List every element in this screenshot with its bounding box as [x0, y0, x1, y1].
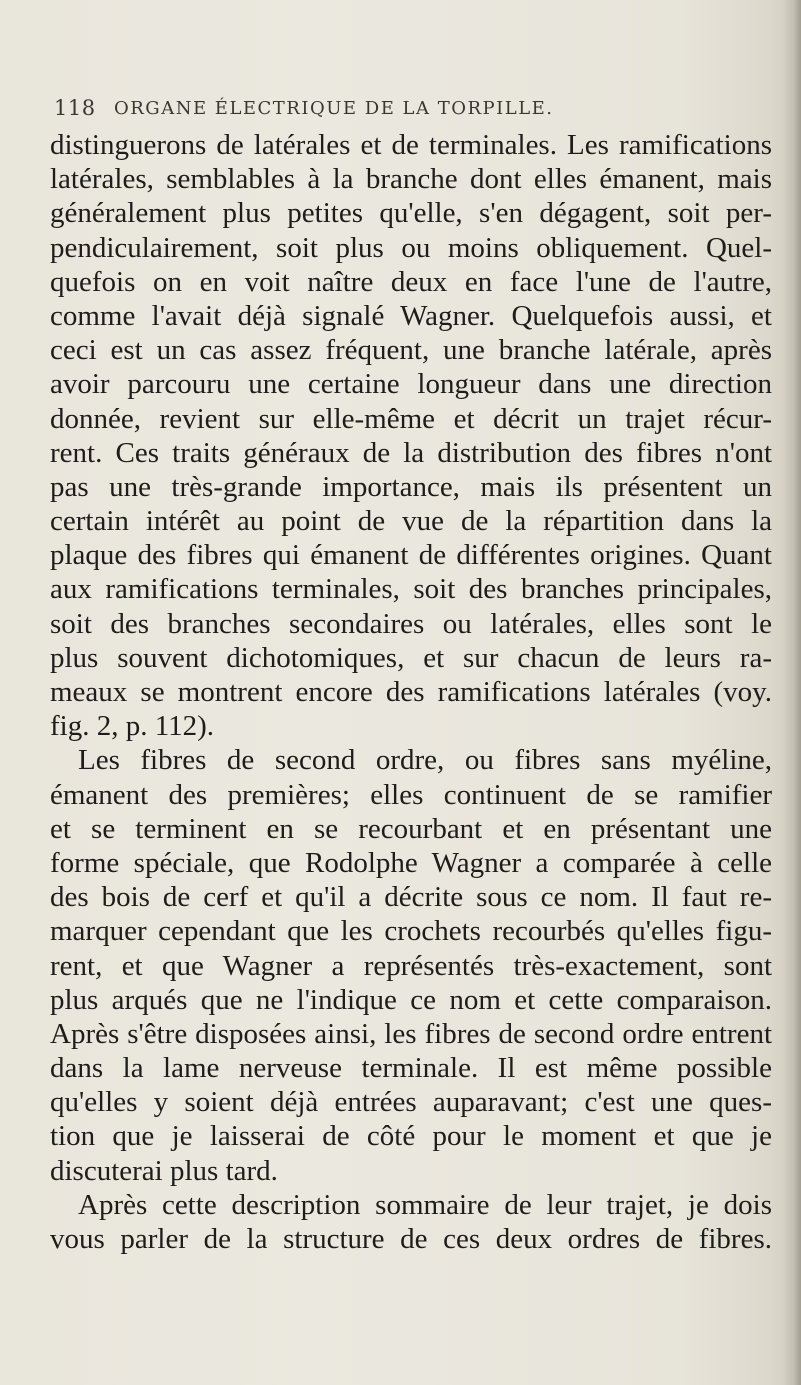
text-line-16: plus souvent dichotomiques, et sur chacun de leurs ra- — [50, 641, 772, 674]
text-line-10: rent. Ces traits généraux de la distribution des fibres n'ont — [50, 436, 772, 469]
text-line-18: fig. 2, p. 112). — [50, 710, 215, 743]
running-title: ORGANE ÉLECTRIQUE DE LA TORPILLE. — [114, 98, 554, 119]
text-line-31: discuterai plus tard. — [50, 1154, 278, 1187]
text-line-2: latérales, semblables à la branche dont elles émanent, mais — [50, 163, 772, 196]
text-line-11: pas une très-grande importance, mais ils présentent un — [50, 470, 772, 503]
text-line-15: soit des branches secondaires ou latérales, elles sont le — [50, 607, 772, 640]
text-line-1: distinguerons de latérales et de terminales. Les ramifications — [50, 129, 772, 161]
text-line-27: Après s'être disposées ainsi, les fibres de second ordre entrent — [50, 1017, 772, 1050]
text-line-24: marquer cependant que les crochets recourbés qu'elles figu- — [50, 915, 772, 948]
text-line-3: généralement plus petites qu'elle, s'en dégagent, soit per- — [50, 197, 772, 230]
text-line-25: rent, et que Wagner a représentés très-exactement, sont — [50, 949, 772, 982]
text-line-9: donnée, revient sur elle-même et décrit un trajet récur- — [50, 402, 772, 435]
text-line-20: émanent des premières; elles continuent de se ramifier — [50, 778, 772, 811]
text-line-14: aux ramifications terminales, soit des branches principales, — [50, 573, 772, 606]
text-line-17: meaux se montrent encore des ramifications latérales (voy. — [50, 676, 772, 708]
page-number: 118 — [54, 96, 96, 120]
text-line-32: Après cette description sommaire de leur trajet, je dois — [78, 1188, 772, 1221]
text-line-22: forme spéciale, que Rodolphe Wagner a comparée à celle — [50, 846, 772, 879]
text-line-7: ceci est un cas assez fréquent, une branche latérale, après — [50, 334, 772, 367]
text-line-33: vous parler de la structure de ces deux ordres de fibres. — [50, 1223, 772, 1255]
text-line-28: dans la lame nerveuse terminale. Il est même possible — [50, 1052, 772, 1085]
text-line-8: avoir parcouru une certaine longueur dans une direction — [50, 368, 772, 401]
text-line-13: plaque des fibres qui émanent de différentes origines. Quant — [50, 539, 772, 572]
running-head — [54, 94, 754, 124]
text-line-29: qu'elles y soient déjà entrées auparavant; c'est une ques- — [50, 1086, 772, 1119]
text-line-19: Les fibres de second ordre, ou fibres sans myéline, — [78, 744, 772, 777]
page-edge-shadow — [783, 0, 801, 1385]
text-line-4: pendiculairement, soit plus ou moins obliquement. Quel- — [50, 231, 772, 264]
text-line-6: comme l'avait déjà signalé Wagner. Quelquefois aussi, et — [50, 299, 772, 332]
body-text — [50, 128, 772, 1256]
text-line-12: certain intérêt au point de vue de la répartition dans la — [50, 505, 772, 538]
text-line-23: des bois de cerf et qu'il a décrite sous ce nom. Il faut re- — [50, 881, 772, 914]
text-line-5: quefois on en voit naître deux en face l'une de l'autre, — [50, 265, 772, 298]
text-line-21: et se terminent en se recourbant et en présentant une — [50, 812, 772, 845]
text-line-30: tion que je laisserai de côté pour le moment et que je — [50, 1120, 772, 1153]
text-line-26: plus arqués que ne l'indique ce nom et cette comparaison. — [50, 983, 772, 1016]
